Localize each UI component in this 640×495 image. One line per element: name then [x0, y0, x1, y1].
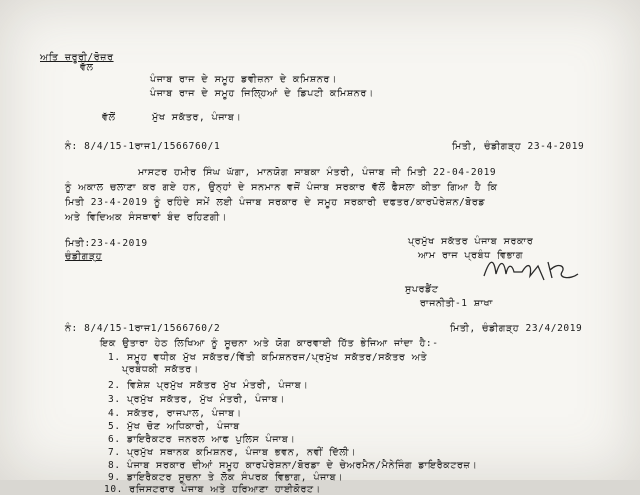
authority-title: ਪ੍ਰਮੁੱਖ ਸਕੱਤਰ ਪੰਜਾਬ ਸਰਕਾਰ — [408, 236, 534, 247]
distribution-item: 7. ਪ੍ਰਮੁੱਖ ਸਥਾਨਕ ਕਮਿਸ਼ਨਰ, ਪੰਜਾਬ ਭਵਨ, ਨਵੀਂ ਦਿੱਲੀ। — [108, 447, 357, 458]
letter-date: ਮਿਤੀ, ਚੰਡੀਗੜ੍ਹ 23-4-2019 — [452, 141, 585, 152]
to-label: ਵੱਲ — [80, 62, 94, 73]
distribution-item: ਪ੍ਰਬੰਧਕੀ ਸਕੱਤਰ। — [122, 364, 199, 375]
distribution-item: 6. ਡਾਇਰੈਕਟਰ ਜਨਰਲ ਆਫ ਪੁਲਿਸ ਪੰਜਾਬ। — [108, 434, 296, 445]
body-line: ਮਾਸਟਰ ਹਮੀਰ ਸਿੰਘ ਘੱਗਾ, ਮਾਨਯੋਗ ਸਾਬਕਾ ਮੰਤਰੀ, ਪੰਜਾਬ ਜੀ ਮਿਤੀ 22-04-2019 — [138, 167, 497, 178]
signatory-designation: ਸੁਪਰਡੈਂਟ — [405, 284, 439, 295]
issue-date: ਮਿਤੀ:23-4-2019 — [65, 238, 148, 249]
issue-place: ਚੰਡੀਗੜ੍ਹ — [65, 251, 103, 262]
distribution-intro: ਇਕ ਉਤਾਰਾ ਹੇਠ ਲਿਖਿਆ ਨੂੰ ਸੂਚਨਾ ਅਤੇ ਯੋਗ ਕਾਰਵਾਈ ਹਿੱਤ ਭੇਜਿਆ ਜਾਂਦਾ ਹੈ:- — [100, 338, 439, 349]
from-label: ਵੱਲੋਂ — [102, 112, 116, 123]
body-line: ਨੂੰ ਅਕਾਲ ਚਲਾਣਾ ਕਰ ਗਏ ਹਨ, ਉਨ੍ਹਾਂ ਦੇ ਸਨਮਾਨ ਵਜੋਂ ਪੰਜਾਬ ਸਰਕਾਰ ਵੱਲੋਂ ਫੈਸਲਾ ਕੀਤਾ ਗਿਆ ਹੈ ਕਿ — [65, 182, 498, 193]
distribution-item: 2. ਵਿਸ਼ੇਸ਼ ਪ੍ਰਮੁੱਖ ਸਕੱਤਰ ਮੁੱਖ ਮੰਤਰੀ, ਪੰਜਾਬ। — [108, 380, 309, 391]
recipient-line: ਪੰਜਾਬ ਰਾਜ ਦੇ ਸਮੂਹ ਡਵੀਜ਼ਨਾ ਦੇ ਕਮਿਸ਼ਨਰ। — [150, 74, 337, 85]
authority-department: ਆਮ ਰਾਜ ਪ੍ਰਬੰਧ ਵਿਭਾਗ — [418, 250, 524, 261]
letter-date: ਮਿਤੀ, ਚੰਡੀਗੜ੍ਹ 23/4/2019 — [450, 323, 583, 334]
distribution-item: 4. ਸਕੱਤਰ, ਰਾਜਪਾਲ, ਪੰਜਾਬ। — [108, 408, 242, 419]
letter-number: ਨੰ: 8/4/15-1ਰਾਜ1/1566760/1 — [65, 141, 221, 152]
body-line: ਮਿਤੀ 23-4-2019 ਨੂੰ ਰਹਿੰਦੇ ਸਮੇਂ ਲਈ ਪੰਜਾਬ ਸਰਕਾਰ ਦੇ ਸਮੂਹ ਸਰਕਾਰੀ ਦਫਤਰ/ਕਾਰਪੋਰੇਸ਼ਨ/ਬੋਰਡ — [65, 197, 486, 208]
handwritten-signature — [478, 252, 588, 286]
distribution-item: 3. ਪ੍ਰਮੁੱਖ ਸਕੱਤਰ, ਮੁੱਖ ਮੰਤਰੀ, ਪੰਜਾਬ। — [108, 394, 285, 405]
body-line: ਅਤੇ ਵਿਦਿਅਕ ਸੰਸਥਾਵਾਂ ਬੰਦ ਰਹਿਣਗੀ। — [65, 212, 227, 223]
signatory-branch: ਰਾਜਨੀਤੀ-1 ਸ਼ਾਖਾ — [420, 298, 493, 309]
urgency-marking: ਅਤਿ ਜ਼ਰੂਰੀ/ਰੋਜ਼ਰ — [40, 52, 114, 63]
distribution-item: 10. ਰਜਿਸਟਰਾਰ ਪੰਜਾਬ ਅਤੇ ਹਰਿਆਣਾ ਹਾਈਕੋਰਟ। — [104, 484, 321, 495]
distribution-item: 5. ਮੁੱਖ ਚੋਣ ਅਧਿਕਾਰੀ, ਪੰਜਾਬ — [108, 421, 240, 432]
distribution-item: 1. ਸਮੂਹ ਵਧੀਕ ਮੁੱਖ ਸਕੱਤਰ/ਵਿੱਤੀ ਕਮਿਸ਼ਨਰਜ/ਪ੍ਰਮੁੱਖ ਸਕੱਤਰ/ਸਕੱਤਰ ਅਤੇ — [108, 352, 428, 363]
distribution-item: 9. ਡਾਇਰੈਕਟਰ ਸੂਚਨਾ ਤੇ ਲੋਕ ਸੰਪਰਕ ਵਿਭਾਗ, ਪੰਜਾਬ। — [108, 472, 344, 483]
distribution-item: 8. ਪੰਜਾਬ ਸਰਕਾਰ ਦੀਆਂ ਸਮੂਹ ਕਾਰਪੋਰੇਸ਼ਨਾ/ਬੋਰਡਾ ਦੇ ਚੇਅਰਮੈਨ/ਮੈਨੇਜਿੰਗ ਡਾਇਰੈਕਟਰਜ਼। — [108, 460, 478, 471]
sender-line: ਮੁੱਖ ਸਕੱਤਰ, ਪੰਜਾਬ। — [152, 112, 242, 123]
letter-number: ਨੰ: 8/4/15-1ਰਾਜ1/1566760/2 — [65, 323, 221, 334]
recipient-line: ਪੰਜਾਬ ਰਾਜ ਦੇ ਸਮੂਹ ਜਿਲ੍ਹਿਆਂ ਦੇ ਡਿਪਟੀ ਕਮਿਸ਼ਨਰ। — [150, 88, 374, 99]
